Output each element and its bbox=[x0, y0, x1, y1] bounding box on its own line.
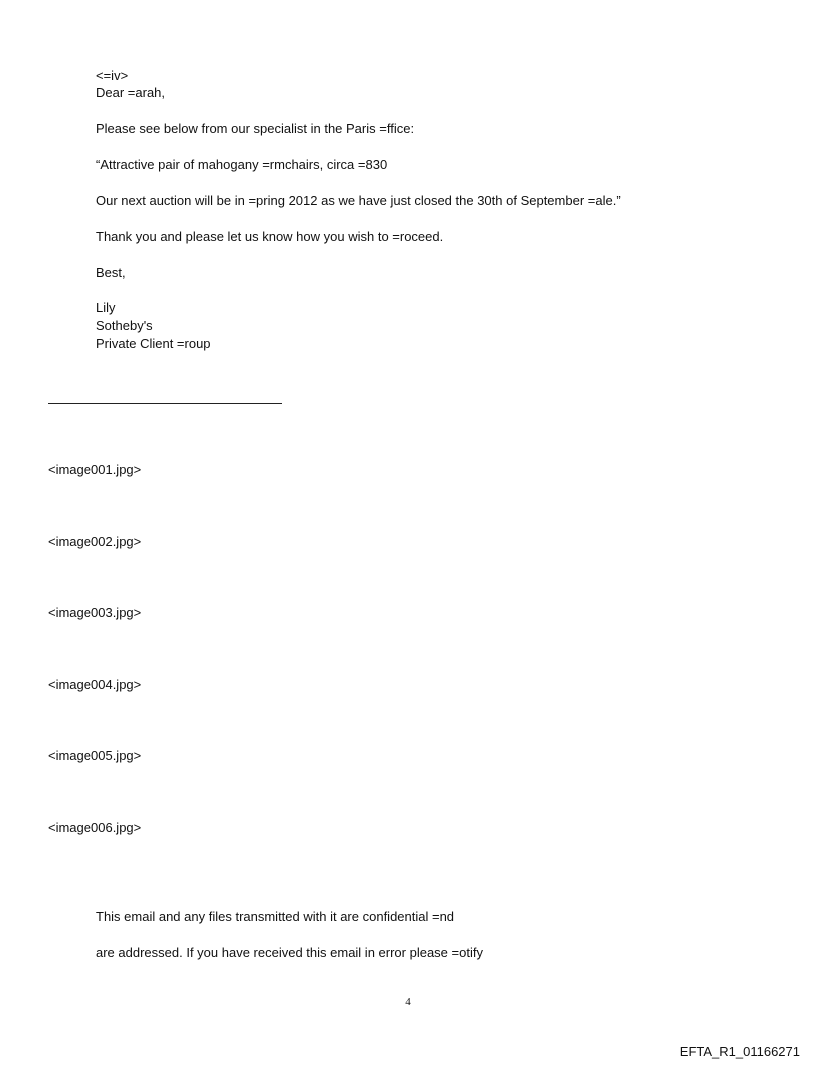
signature-company: Sotheby's bbox=[96, 318, 153, 333]
greeting: Dear =arah, bbox=[96, 85, 166, 100]
thanks-paragraph: Thank you and please let us know how you wish to =roceed. bbox=[96, 229, 444, 244]
attachment-placeholder: <image005.jpg> bbox=[48, 748, 142, 763]
attachment-placeholder: <image001.jpg> bbox=[48, 462, 142, 477]
auction-paragraph: Our next auction will be in =pring 2012 as we have just closed the 30th of September =ale.” bbox=[96, 193, 621, 208]
disclaimer-line: are addressed. If you have received this email in error please =otify bbox=[96, 945, 483, 960]
signature-group: Private Client =roup bbox=[96, 336, 211, 351]
intro-paragraph: Please see below from our specialist in the Paris =ffice: bbox=[96, 121, 415, 136]
attachment-placeholder: <image003.jpg> bbox=[48, 605, 142, 620]
page-number: 4 bbox=[405, 996, 411, 1008]
quote-line: “Attractive pair of mahogany =rmchairs, circa =830 bbox=[96, 157, 388, 172]
attachment-placeholder: <image002.jpg> bbox=[48, 534, 142, 549]
attachment-placeholder: <image004.jpg> bbox=[48, 677, 142, 692]
div-tag-text: <=iv> bbox=[96, 68, 129, 83]
attachment-placeholder: <image006.jpg> bbox=[48, 820, 142, 835]
document-id: EFTA_R1_01166271 bbox=[679, 1044, 800, 1059]
horizontal-divider bbox=[48, 403, 282, 404]
signature-name: Lily bbox=[96, 300, 116, 315]
disclaimer-line: This email and any files transmitted with it are confidential =nd bbox=[96, 909, 455, 924]
signoff: Best, bbox=[96, 265, 126, 280]
